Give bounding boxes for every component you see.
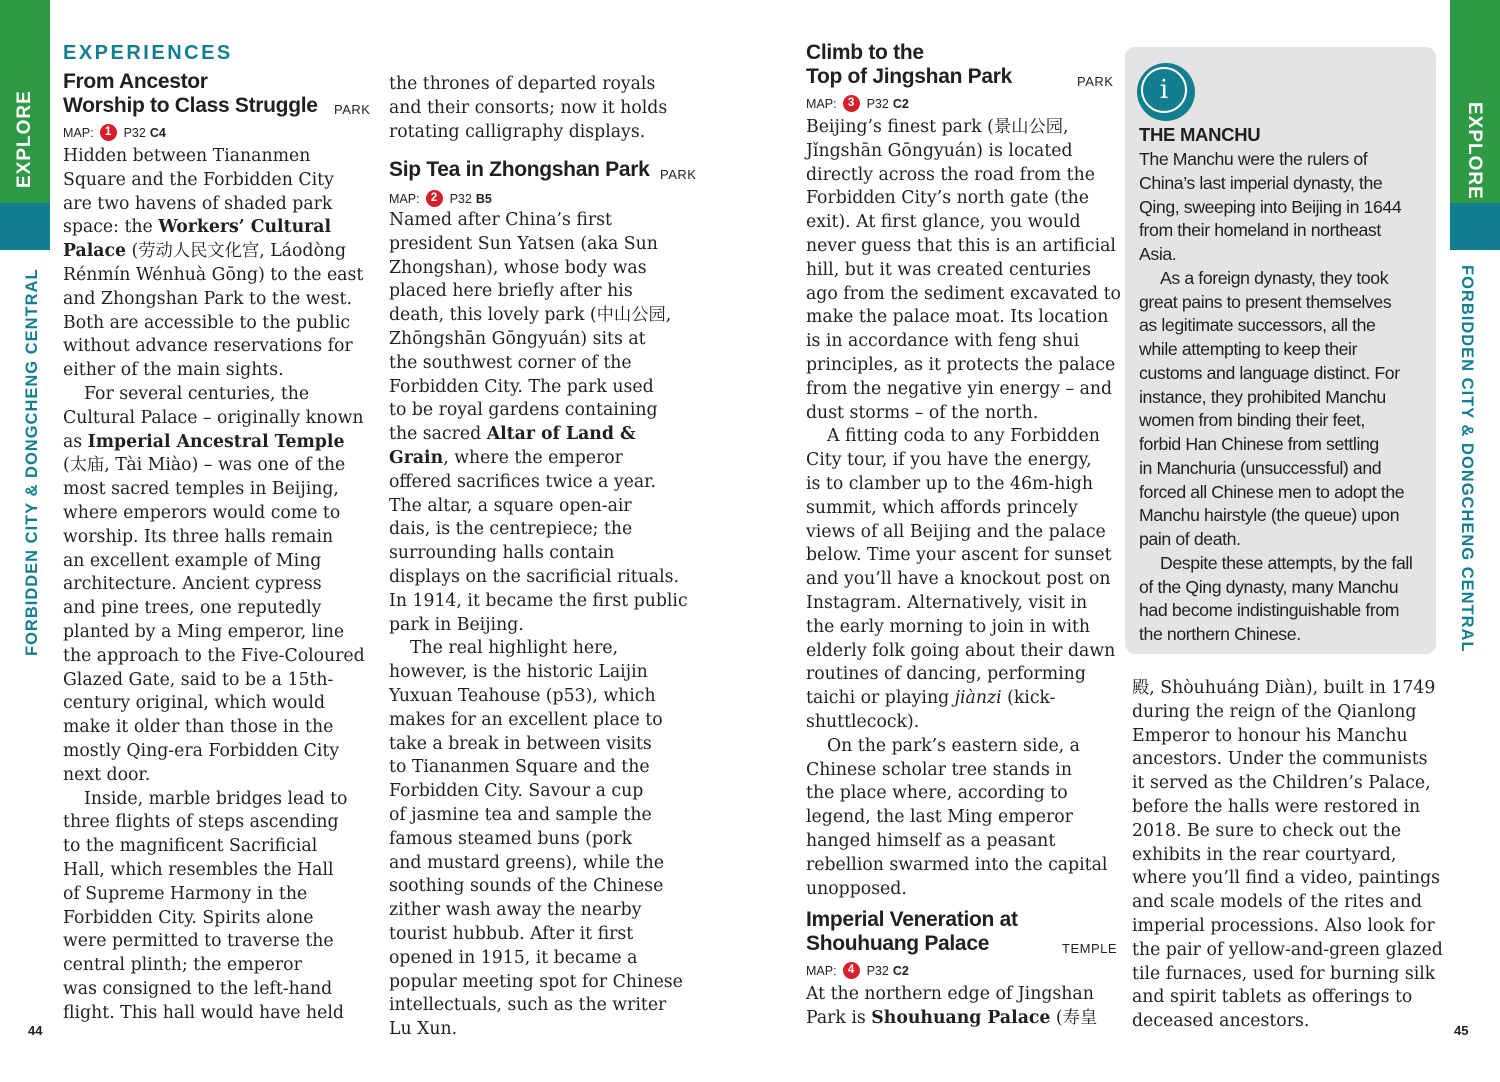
text-line: of the Qing dynasty, many Manchu <box>1139 576 1399 597</box>
map-pin-icon: 4 <box>843 962 860 979</box>
text-line: however, is the historic Laijin <box>389 662 648 683</box>
text-line: Instagram. Alternatively, visit in <box>806 592 1088 613</box>
text-line: an excellent example of Ming <box>63 550 322 571</box>
text-line: century original, which would <box>63 693 326 714</box>
text-line: below. Time your ascent for sunset <box>806 545 1112 566</box>
map-pin-icon: 1 <box>100 124 117 141</box>
entry-title: From Ancestor Worship to Class Struggle <box>63 70 318 117</box>
text-line: are two havens of shaded park <box>63 193 333 214</box>
map-reference[interactable]: MAP: 3 P32 C2 <box>806 96 909 111</box>
text-line: as legitimate successors, all the <box>1139 315 1376 336</box>
text-line: Qing, sweeping into Beijing in 1644 <box>1139 196 1402 217</box>
section-heading: EXPERIENCES <box>63 42 233 64</box>
text-line: elderly folk going about their dawn <box>806 640 1116 661</box>
text-line: displays on the sacrificial rituals. <box>389 566 680 587</box>
text-line: make it older than those in the <box>63 717 334 738</box>
text-line: of jasmine tea and sample the <box>389 804 652 825</box>
text-line: famous steamed buns (pork <box>389 828 633 849</box>
body-text <box>389 209 688 1042</box>
text-line: and you’ll have a knockout post on <box>806 569 1111 590</box>
entry-tag: TEMPLE <box>1062 941 1118 956</box>
text-line: forbid Han Chinese from settling <box>1139 434 1379 454</box>
text-line: Emperor to honour his Manchu <box>1132 725 1408 746</box>
body-text <box>389 73 667 144</box>
text-line: from the negative yin energy – and <box>806 378 1113 399</box>
text-line: surrounding halls contain <box>389 543 615 564</box>
text-line: the thrones of departed royals <box>389 74 656 94</box>
map-reference[interactable]: MAP: 2 P32 B5 <box>389 191 492 206</box>
text-line: and pine trees, one reputedly <box>63 598 322 619</box>
text-line: Rénmín Wénhuà Gōng) to the east <box>63 264 364 285</box>
text-line: popular meeting spot for Chinese <box>389 971 683 992</box>
text-line: central plinth; the emperor <box>63 955 302 976</box>
map-reference[interactable]: MAP: 1 P32 C4 <box>63 125 166 140</box>
text-line: and scale models of the rites and <box>1132 892 1422 913</box>
text-line: ago from the sediment excavated to <box>806 283 1121 304</box>
page-number-left: 44 <box>28 1023 43 1038</box>
text-line: opened in 1915, it became a <box>389 947 638 968</box>
text-line: tourist hubbub. After it first <box>389 923 634 944</box>
text-line: Hall, which resembles the Hall <box>63 859 334 880</box>
text-line: placed here briefly after his <box>389 281 633 302</box>
text-line: legend, the last Ming emperor <box>806 807 1073 828</box>
text-line: park in Beijing. <box>389 614 524 635</box>
text-line: views of all Beijing and the palace <box>806 521 1106 542</box>
body-text <box>63 145 365 1025</box>
text-line: rotating calligraphy displays. <box>389 121 646 142</box>
text-line: 殿, Shòuhuáng Diàn), built in 1749 <box>1132 678 1436 698</box>
text-line: forced all Chinese men to adopt the <box>1139 481 1405 502</box>
text-line: flight. This hall would have held <box>63 1002 344 1023</box>
text-line: offered sacrifices twice a year. <box>389 471 656 492</box>
text-line: Hidden between Tiananmen <box>63 146 311 166</box>
text-line: is in accordance with feng shui <box>806 331 1080 352</box>
text-line: 2018. Be sure to check out the <box>1132 820 1402 841</box>
text-line: Despite these attempts, by the fall <box>1160 552 1413 573</box>
text-line: Palace (劳动人民文化宫, Láodòng <box>63 241 347 262</box>
text-line: while attempting to keep their <box>1139 339 1358 359</box>
text-line: Forbidden City. The park used <box>389 376 654 397</box>
text-line: China’s last imperial dynasty, the <box>1139 172 1383 193</box>
text-line: death, this lovely park (中山公园, <box>389 305 672 326</box>
text-line: principles, as it protects the palace <box>806 354 1116 375</box>
text-line: intellectuals, such as the writer <box>389 995 667 1016</box>
sidebar-title: THE MANCHU <box>1139 124 1261 145</box>
text-line: the early morning to join in with <box>806 616 1091 637</box>
text-line: makes for an excellent place to <box>389 709 663 730</box>
text-line: (太庙, Tài Miào) – was one of the <box>63 455 346 476</box>
text-line: in Manchuria (unsuccessful) and <box>1139 457 1382 478</box>
text-line: the southwest corner of the <box>389 352 632 373</box>
text-line: instance, they prohibited Manchu <box>1139 386 1386 407</box>
text-line: exit). At first glance, you would <box>806 212 1081 233</box>
text-line: to the magnificent Sacrificial <box>63 836 318 857</box>
text-line: without advance reservations for <box>63 336 353 357</box>
text-line: soothing sounds of the Chinese <box>389 876 664 897</box>
text-line: it served as the Children’s Palace, <box>1132 773 1431 794</box>
text-line: Chinese scholar tree stands in <box>806 759 1072 780</box>
text-line: either of the main sights. <box>63 360 284 381</box>
text-line: and mustard greens), while the <box>389 852 664 873</box>
entry-tag: PARK <box>1077 74 1114 89</box>
text-line: to Tiananmen Square and the <box>389 757 650 778</box>
text-line: to be royal gardens containing <box>389 400 658 421</box>
text-line: Named after China’s first <box>389 210 612 230</box>
text-line: pain of death. <box>1139 529 1241 549</box>
info-icon-glyph: i <box>1141 67 1187 113</box>
text-line: City tour, if you have the energy, <box>806 450 1092 471</box>
text-line: Yuxuan Teahouse (p53), which <box>389 685 656 706</box>
entry-title: Sip Tea in Zhongshan Park <box>389 158 650 181</box>
body-text <box>806 983 1097 1031</box>
text-line: Forbidden City. Savour a cup <box>389 781 644 802</box>
text-line: Forbidden City. Spirits alone <box>63 907 314 928</box>
text-line: routines of dancing, performing <box>806 664 1086 685</box>
text-line: As a foreign dynasty, they took <box>1160 267 1389 288</box>
text-line: The altar, a square open-air <box>389 495 632 516</box>
text-line: hanged himself as a peasant <box>806 830 1056 851</box>
text-line: Glazed Gate, said to be a 15th- <box>63 669 334 690</box>
text-line: Lu Xun. <box>389 1019 458 1040</box>
text-line: and their consorts; now it holds <box>389 97 668 118</box>
text-line: were permitted to traverse the <box>63 931 334 952</box>
text-line: and spirit tablets as offerings to <box>1132 987 1413 1008</box>
text-line: next door. <box>63 764 151 785</box>
text-line: customs and language distinct. For <box>1139 362 1400 383</box>
text-line: make the palace moat. Its location <box>806 307 1109 328</box>
text-line: Beijing’s finest park (景山公园, <box>806 117 1069 137</box>
text-line: zither wash away the nearby <box>389 900 642 921</box>
text-line: The Manchu were the rulers of <box>1139 149 1368 169</box>
body-text <box>806 116 1121 901</box>
text-line: worship. Its three halls remain <box>63 526 334 547</box>
text-line: Zhōngshān Gōngyuán) sits at <box>389 328 646 349</box>
text-line: tile furnaces, used for burning silk <box>1132 963 1436 984</box>
text-line: the northern Chinese. <box>1139 624 1301 644</box>
text-line: great pains to present themselves <box>1139 291 1392 312</box>
text-line: architecture. Ancient cypress <box>63 574 322 595</box>
entry-title: Imperial Veneration at Shouhuang Palace <box>806 908 1018 955</box>
text-line: A fitting coda to any Forbidden <box>827 426 1100 447</box>
text-line: shuttlecock). <box>806 711 920 732</box>
text-line: was consigned to the left-hand <box>63 978 333 999</box>
text-line: planted by a Ming emperor, line <box>63 621 345 642</box>
text-line: Asia. <box>1139 244 1177 264</box>
text-line: dais, is the centrepiece; the <box>389 519 633 540</box>
text-line: take a break in between visits <box>389 733 652 754</box>
map-pin-icon: 2 <box>426 190 443 207</box>
explore-tab-label: EXPLORE <box>1464 102 1485 200</box>
page-number-right: 45 <box>1454 1023 1469 1038</box>
text-line: the approach to the Five-Coloured <box>63 645 365 666</box>
section-tab-right[interactable] <box>1450 203 1500 250</box>
text-line: mostly Qing-era Forbidden City <box>63 740 340 761</box>
text-line: had become indistinguishable from <box>1139 600 1400 621</box>
entry-title: Climb to the Top of Jingshan Park <box>806 41 1012 88</box>
text-line: unopposed. <box>806 878 907 899</box>
text-line: and Zhongshan Park to the west. <box>63 288 352 309</box>
section-label-right: FORBIDDEN CITY & DONGCHENG CENTRAL <box>1458 265 1476 653</box>
text-line: before the halls were restored in <box>1132 796 1421 817</box>
text-line: ancestors. Under the communists <box>1132 749 1428 770</box>
text-line: Both are accessible to the public <box>63 312 351 333</box>
text-line: Inside, marble bridges lead to <box>84 788 348 809</box>
text-line: of Supreme Harmony in the <box>63 883 308 904</box>
text-line: In 1914, it became the first public <box>389 590 688 611</box>
map-pin-icon: 3 <box>843 95 860 112</box>
text-line: space: the Workers’ Cultural <box>63 217 332 238</box>
text-line: For several centuries, the <box>84 383 310 404</box>
text-line: Square and the Forbidden City <box>63 169 334 190</box>
body-text <box>1132 677 1443 1034</box>
text-line: Grain, where the emperor <box>389 447 623 468</box>
text-line: never guess that this is an artificial <box>806 235 1116 256</box>
text-line: most sacred temples in Beijing, <box>63 479 339 500</box>
text-line: rebellion swarmed into the capital <box>806 854 1108 875</box>
text-line: is to clamber up to the 46m-high <box>806 473 1094 494</box>
entry-tag: PARK <box>334 102 371 117</box>
text-line: Jǐngshān Gōngyuán) is located <box>806 140 1073 161</box>
text-line: Manchu hairstyle (the queue) upon <box>1139 505 1400 526</box>
text-line: during the reign of the Qianlong <box>1132 701 1417 722</box>
explore-tab-label: EXPLORE <box>14 90 35 188</box>
text-line: women from binding their feet, <box>1139 410 1365 431</box>
text-line: the place where, according to <box>806 783 1068 804</box>
text-line: where emperors would come to <box>63 502 341 523</box>
explore-tab-left[interactable] <box>0 0 50 203</box>
entry-tag: PARK <box>660 167 697 182</box>
text-line: imperial processions. Also look for <box>1132 915 1435 936</box>
text-line: The real highlight here, <box>410 638 619 659</box>
text-line: as Imperial Ancestral Temple <box>63 431 345 452</box>
text-line: the pair of yellow-and-green glazed <box>1132 939 1443 960</box>
section-label-left: FORBIDDEN CITY & DONGCHENG CENTRAL <box>23 268 41 656</box>
text-line: Zhongshan), whose body was <box>389 257 647 278</box>
text-line: At the northern edge of Jingshan <box>806 984 1094 1004</box>
text-line: Park is Shouhuang Palace (寿皇 <box>806 1007 1098 1028</box>
text-line: deceased ancestors. <box>1132 1011 1310 1032</box>
text-line: hill, but it was created centuries <box>806 259 1091 280</box>
text-line: the sacred Altar of Land & <box>389 424 636 445</box>
text-line: from their homeland in northeast <box>1139 220 1381 241</box>
map-reference[interactable]: MAP: 4 P32 C2 <box>806 963 909 978</box>
text-line: Cultural Palace – originally known <box>63 407 364 428</box>
explore-tab-right[interactable] <box>1450 0 1500 203</box>
text-line: three flights of steps ascending <box>63 812 339 833</box>
text-line: taichi or playing jiànzi (kick- <box>806 688 1056 709</box>
text-line: dust storms – of the north. <box>806 402 1039 423</box>
sidebar-text <box>1139 148 1412 647</box>
text-line: Forbidden City’s north gate (the <box>806 188 1090 209</box>
text-line: president Sun Yatsen (aka Sun <box>389 233 658 254</box>
text-line: summit, which affords princely <box>806 497 1078 518</box>
text-line: On the park’s eastern side, a <box>827 735 1080 756</box>
text-line: where you’ll find a video, paintings <box>1132 868 1440 889</box>
text-line: directly across the road from the <box>806 164 1095 185</box>
text-line: exhibits in the rear courtyard, <box>1132 844 1397 865</box>
section-tab-left[interactable] <box>0 203 50 250</box>
